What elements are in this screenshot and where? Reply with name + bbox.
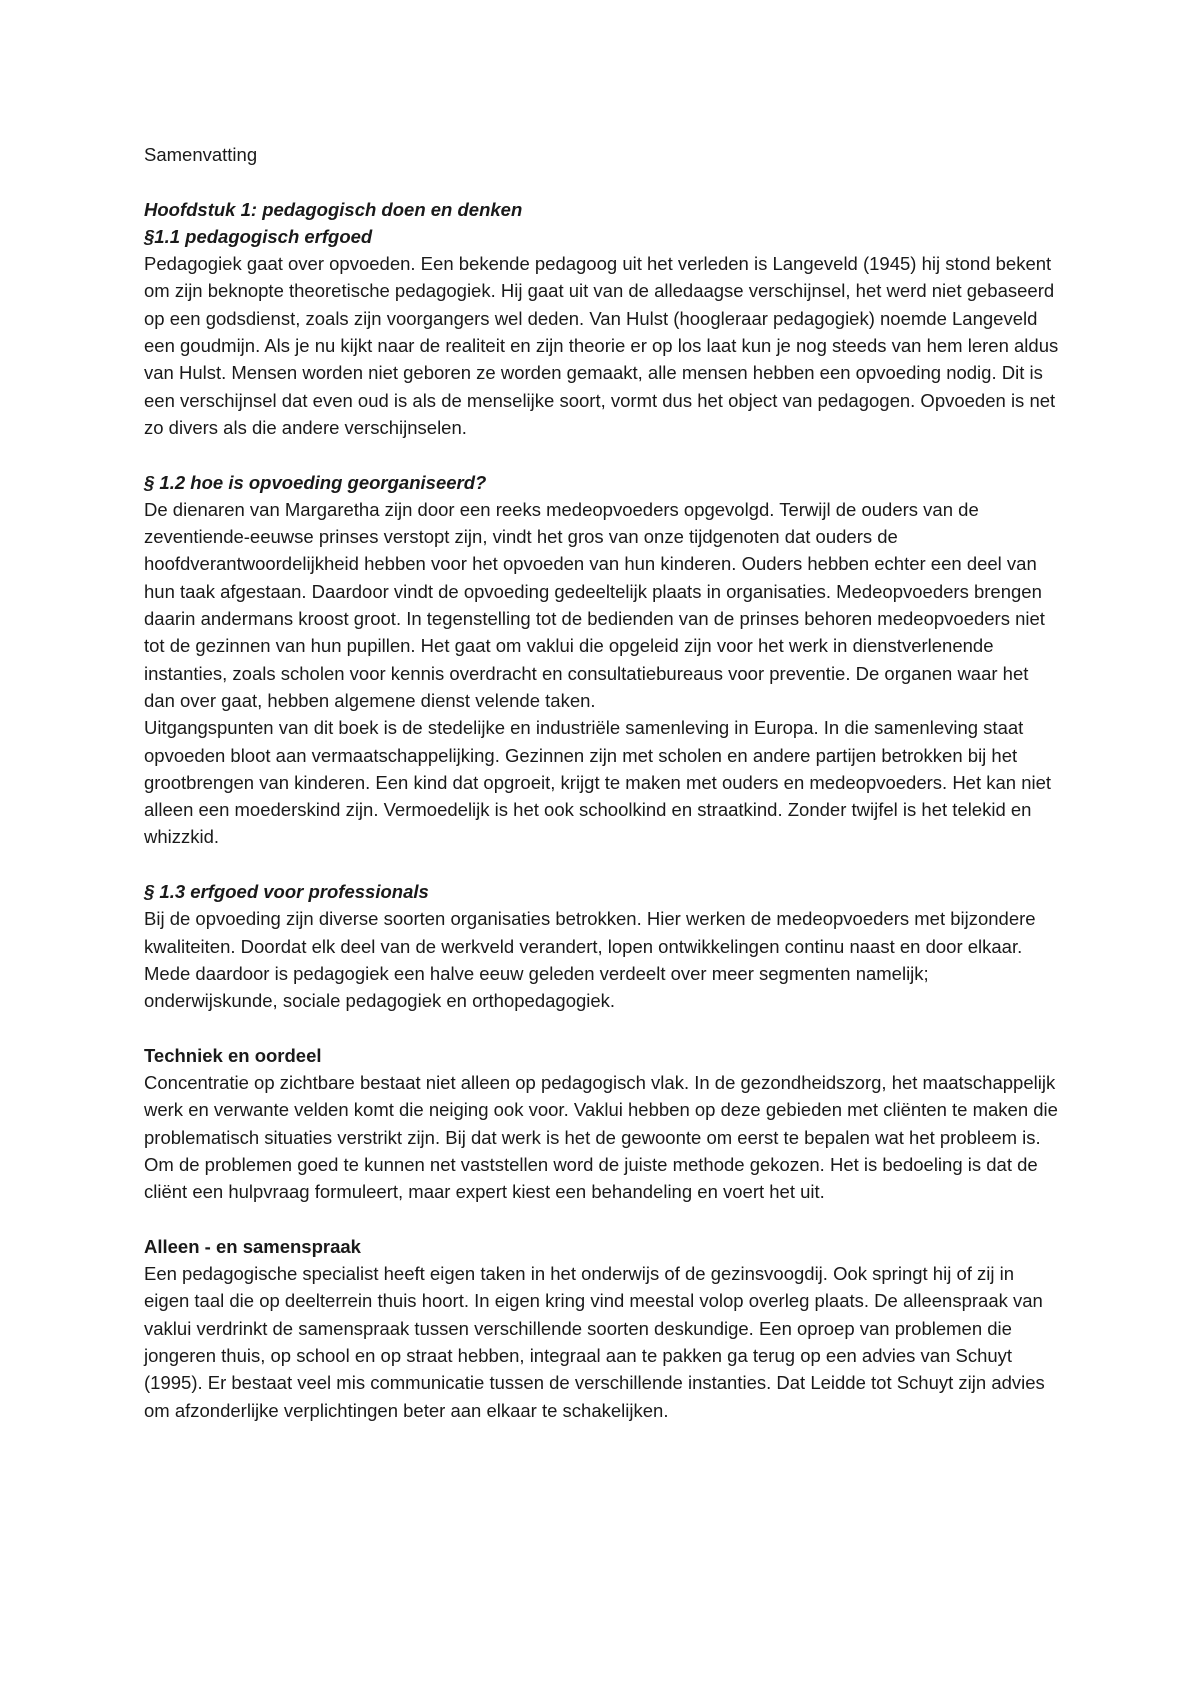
section-1-1-paragraph: Pedagogiek gaat over opvoeden. Een bekende pedagoog uit het verleden is Langeveld (1945) hij stond bekent om zijn beknopte theoretische pedagogiek. Hij gaat uit van de alledaagse verschijnsel, het werd niet gebaseerd op een godsdienst, zoals zijn voorgangers wel deden. Van Hulst (hoogleraar pedagogiek) noemde Langeveld een goudmijn. Als je nu kijkt naar de realiteit en zijn theorie er op los laat kun je nog steeds van hem leren aldus van Hulst. Mensen worden niet geboren ze worden gemaakt, alle mensen hebben een opvoeding nodig. Dit is een verschijnsel dat even oud is als de menselijke soort, vormt dus het object van pedagogen. Opvoeden is net zo divers als die andere verschijnselen. bbox=[144, 253, 1059, 438]
blank-line bbox=[144, 1015, 1064, 1042]
blank-line bbox=[144, 441, 1064, 468]
subsection-techniek-paragraph: Concentratie op zichtbare bestaat niet alleen op pedagogisch vlak. In de gezondheidszorg, het maatschappelijk werk en verwante velden komt die neiging ook voor. Vaklui hebben op deze gebieden met cliënten te maken die problematisch situaties verstrikt zijn. Bij dat werk is het de gewoonte om eerst te bepalen wat het probleem is. Om de problemen goed te kunnen net vaststellen word de juiste methode gekozen. Het is bedoeling is dat de cliënt een hulpvraag formuleert, maar expert kiest een behandeling en voert het uit. bbox=[144, 1072, 1058, 1203]
section-1-3-paragraph: Bij de opvoeding zijn diverse soorten organisaties betrokken. Hier werken de medeopvoeders met bijzondere kwaliteiten. Doordat elk deel van de werkveld verandert, lopen ontwikkelingen continu naast en door elkaar. Mede daardoor is pedagogiek een halve eeuw geleden verdeelt over meer segmenten namelijk; onderwijskunde, sociale pedagogiek en orthopedagogiek. bbox=[144, 908, 1036, 1012]
subsection-heading-techniek: Techniek en oordeel bbox=[144, 1044, 322, 1066]
subsection-heading-samenspraak: Alleen - en samenspraak bbox=[144, 1235, 361, 1257]
document-title: Samenvatting bbox=[144, 144, 258, 165]
document-page bbox=[144, 141, 1064, 1424]
section-1-2-paragraph-2: Uitgangspunten van dit boek is de stedelijke en industriële samenleving in Europa. In die samenleving staat opvoeden bloot aan vermaatschappelijking. Gezinnen zijn met scholen en andere partijen betrokken bij het grootbrengen van kinderen. Een kind dat opgroeit, krijgt te maken met ouders en medeopvoeders. Het kan niet alleen een moederskind zijn. Vermoedelijk is het ook schoolkind en straatkind. Zonder twijfel is het telekid en whizzkid. bbox=[144, 717, 1052, 848]
blank-line bbox=[144, 1206, 1064, 1233]
chapter-heading: Hoofdstuk 1: pedagogisch doen en denken bbox=[144, 198, 523, 220]
section-heading-1-2: § 1.2 hoe is opvoeding georganiseerd? bbox=[144, 471, 487, 493]
section-heading-1-1: §1.1 pedagogisch erfgoed bbox=[144, 225, 373, 247]
blank-line bbox=[144, 168, 1064, 195]
blank-line bbox=[144, 851, 1064, 878]
section-heading-1-3: § 1.3 erfgoed voor professionals bbox=[144, 881, 429, 903]
subsection-samenspraak-paragraph: Een pedagogische specialist heeft eigen taken in het onderwijs of de gezinsvoogdij. Ook springt hij of zij in eigen taal die op deelterrein thuis hoort. In eigen kring vind meestal volop overleg plaats. De alleenspraak van vaklui verdrinkt de samenspraak tussen verschillende soorten deskundige. Een oproep van problemen die jongeren thuis, op school en op straat hebben, integraal aan te pakken ga terug op een advies van Schuyt (1995). Er bestaat veel mis communicatie tussen de verschillende instanties. Dat Leidde tot Schuyt zijn advies om afzonderlijke verplichtingen beter aan elkaar te schakelijken. bbox=[144, 1263, 1045, 1421]
section-1-2-paragraph-1: De dienaren van Margaretha zijn door een reeks medeopvoeders opgevolgd. Terwijl de ouders van de zeventiende-eeuwse prinses verstopt zijn, vindt het gros van onze tijdgenoten dat ouders de hoofdverantwoordelijkheid hebben voor het opvoeden van hun kinderen. Ouders hebben echter een deel van hun taak afgestaan. Daardoor vindt de opvoeding gedeeltelijk plaats in organisaties. Medeopvoeders brengen daarin andermans kroost groot. In tegenstelling tot de bedienden van de prinses behoren medeopvoeders niet tot de gezinnen van hun pupillen. Het gaat om vaklui die opgeleid zijn voor het werk in dienstverlenende instanties, zoals scholen voor kennis overdracht en consultatiebureaus voor preventie. De organen waar het dan over gaat, hebben algemene dienst velende taken. bbox=[144, 498, 1045, 711]
